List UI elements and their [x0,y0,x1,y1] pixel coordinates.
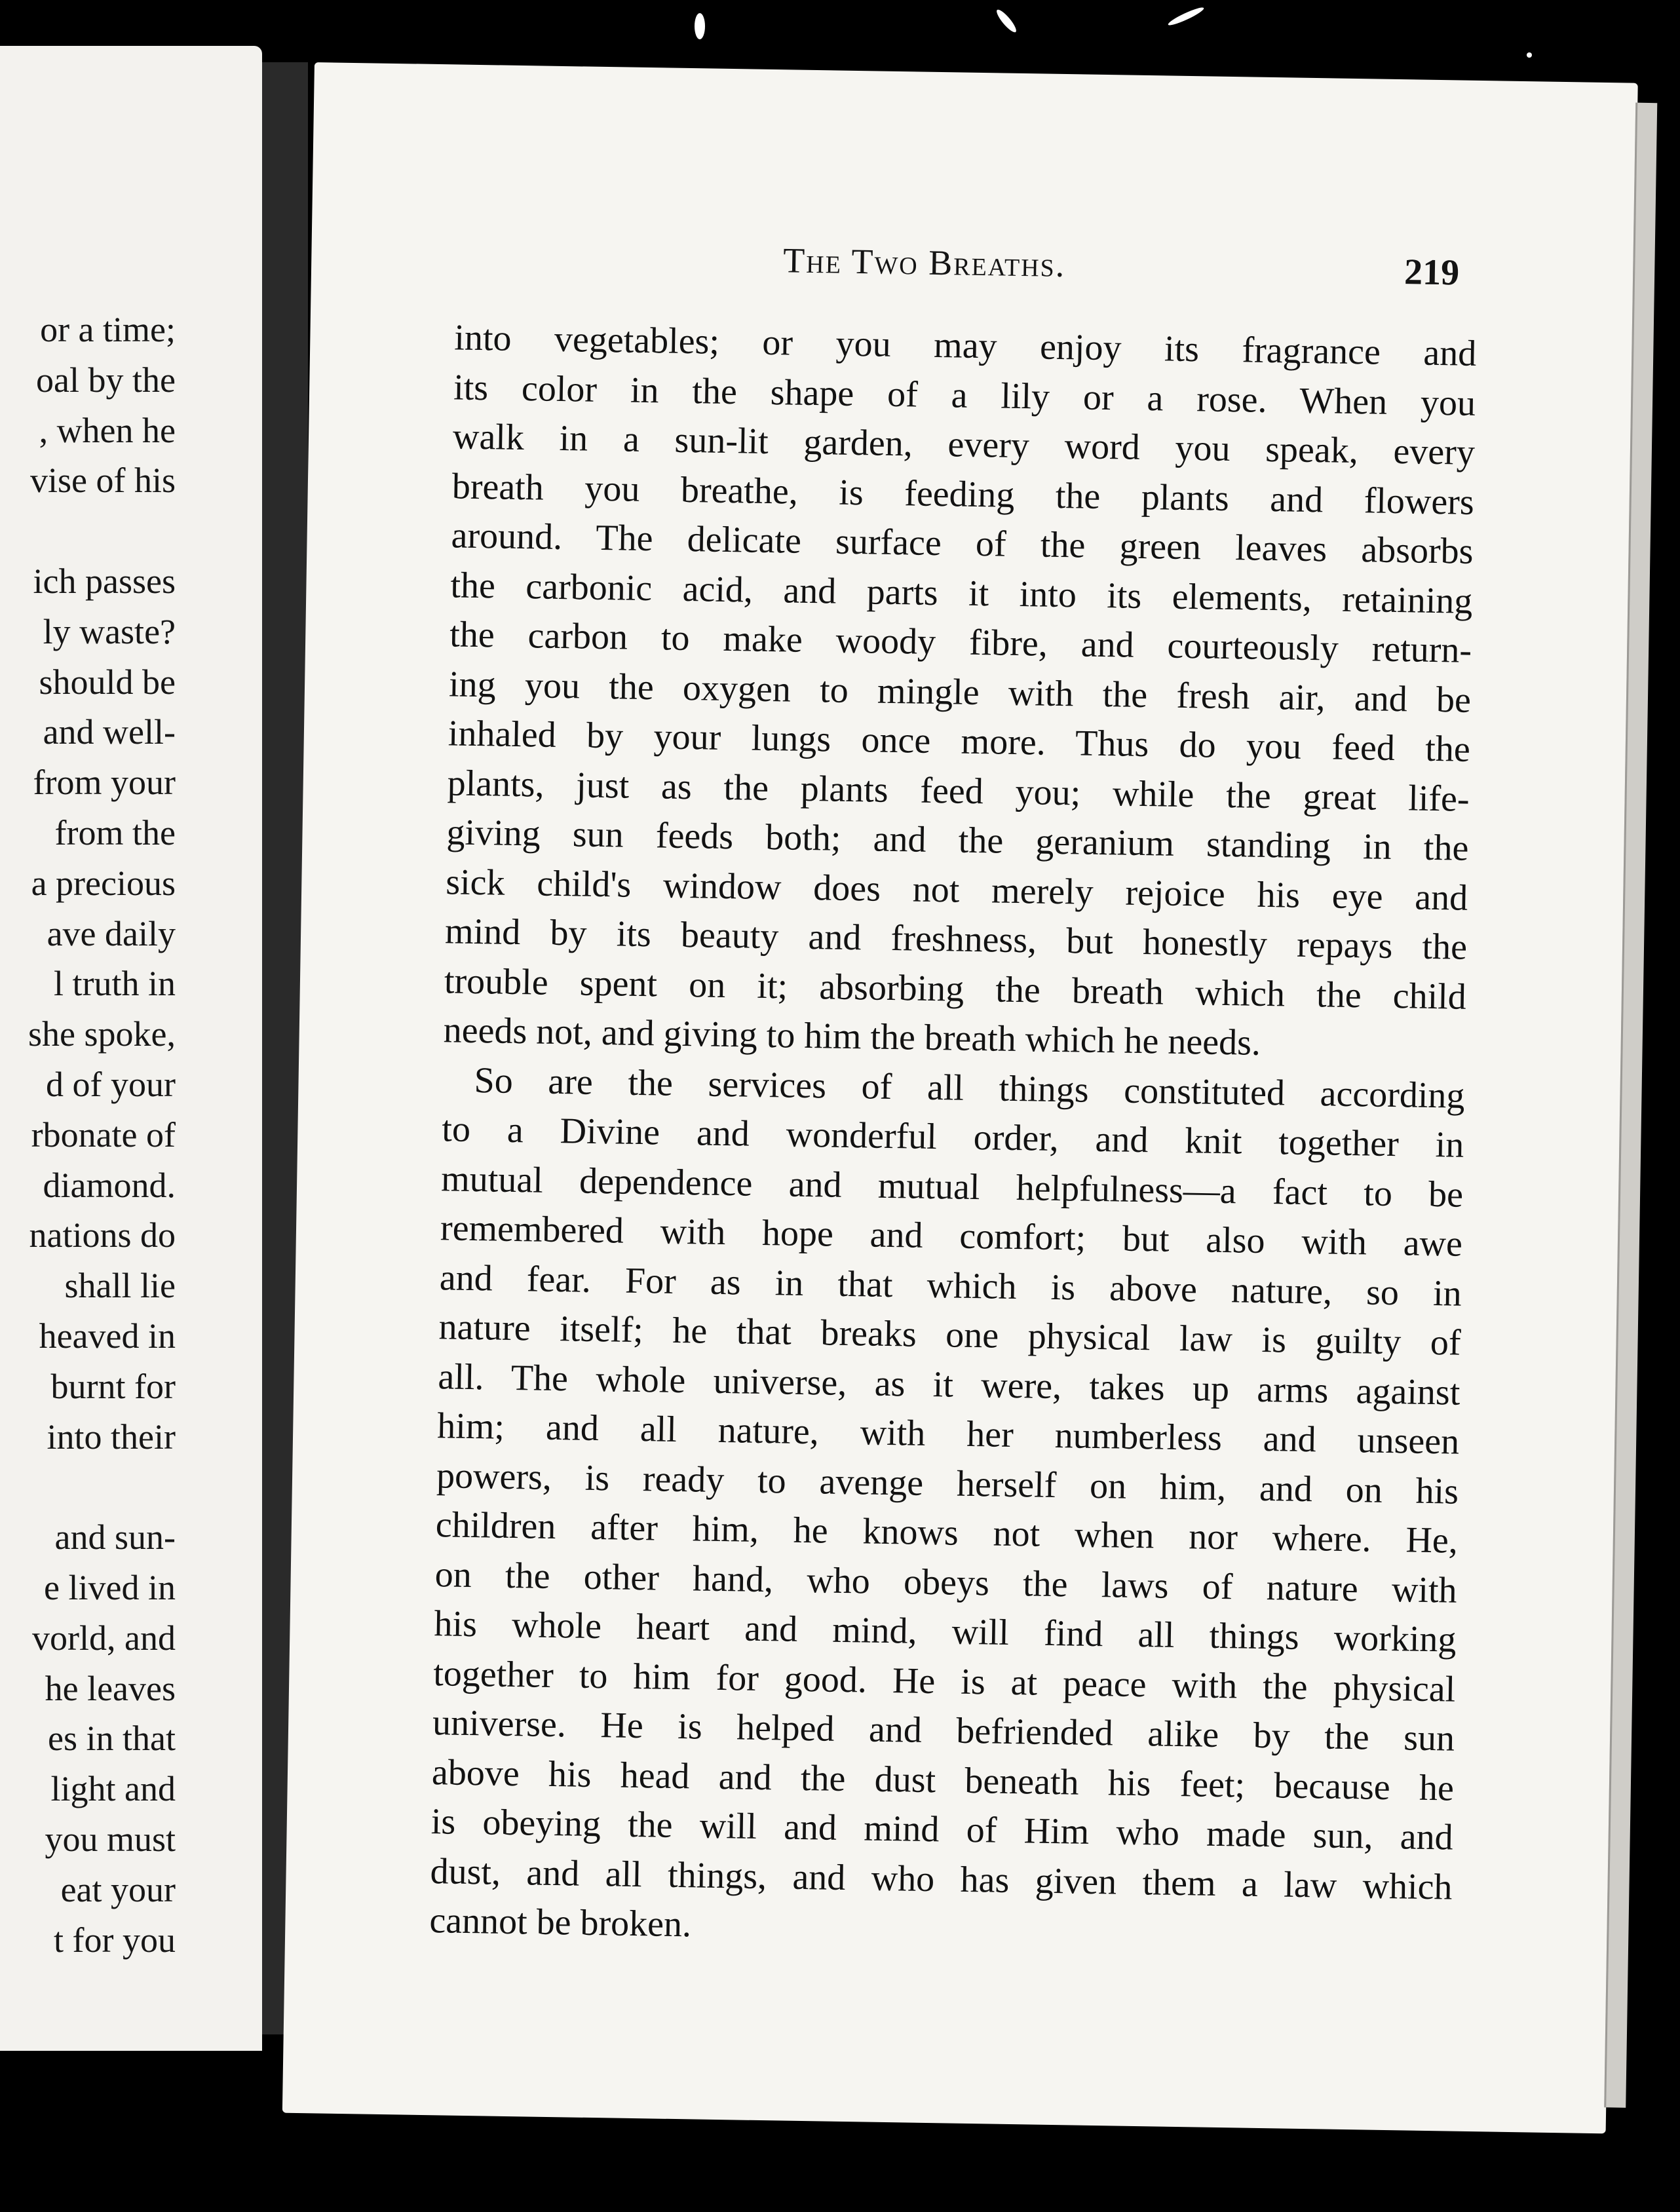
left-page-line: e lived in [44,1567,176,1607]
running-head: The Two Breaths. [782,240,1066,285]
left-page-line: nations do [29,1215,176,1255]
left-page-line: ave daily [47,913,176,953]
left-page-line: oal by the [36,360,176,400]
text-line-content: mutual dependence and mutual helpfulness—a fact to be [440,1158,1464,1215]
text-line-content: the carbonic acid, and parts it into its elements, retaining [450,564,1473,622]
text-line-content: So are the services of all things constituted according [474,1059,1465,1116]
left-page-line: d of your [46,1064,176,1104]
left-page-line: diamond. [43,1165,176,1205]
text-line-content: plants, just as the plants feed you; while the great life- [447,762,1470,820]
text-line-content: giving sun feeds both; and the geranium standing in the [446,812,1469,869]
text-line-content: universe. He is helped and befriended alike by the sun [432,1702,1455,1759]
left-page-line: rbonate of [31,1115,176,1154]
left-page-line: you must [45,1819,176,1859]
text-line-content: all. The whole universe, as it were, takes up arms against [438,1356,1460,1413]
page-edge [1604,103,1657,2108]
left-page-line [0,506,176,556]
left-page-line: vorld, and [32,1618,176,1658]
left-page-line [0,1462,176,1512]
text-line-content: him; and all nature, with her numberless and unseen [436,1405,1460,1462]
left-page-line: eat your [60,1869,176,1909]
left-page-line: she spoke, [28,1014,176,1054]
text-line-content: cannot be broken. [429,1900,692,1945]
left-page-line: ly waste? [43,611,176,651]
left-page-line: into their [47,1417,176,1457]
text-line-content: nature itself; he that breaks one physical law is guilty of [438,1306,1461,1363]
left-page-line: vise of his [30,461,176,501]
text-line-content: together to him for good. He is at peace with the physical [432,1652,1456,1710]
left-page-line: from your [33,763,176,803]
text-line-content: inhaled by your lungs once more. Thus do you feed the [448,713,1471,770]
text-line-content: needs not, and giving to him the breath which he needs. [443,1010,1261,1063]
text-line-content: powers, is ready to avenge herself on him, and on his [436,1455,1459,1512]
text-line-content: above his head and the dust beneath his feet; because he [431,1751,1455,1809]
left-page-line: , when he [39,410,176,450]
text-line-content: walk in a sun-lit garden, every word you speak, every [452,416,1476,473]
scan-speck [1167,5,1206,28]
text-line-content: the carbon to make woody fibre, and courteously return- [449,614,1472,671]
left-page-line: from the [54,812,176,852]
text-line-content: around. The delicate surface of the green leaves absorbs [451,515,1474,572]
text-line-content: is obeying the will and mind of Him who made sun, and [430,1801,1454,1858]
left-page-line: ich passes [33,561,176,601]
text-line-content: sick child's window does not merely rejoice his eye and [445,861,1468,919]
right-page [282,62,1638,2133]
text-line-content: its color in the shape of a lily or a rose. When you [453,366,1476,424]
text-line-content: to a Divine and wonderful order, and knit together in [441,1109,1464,1166]
text-line-content: ing you the oxygen to mingle with the fresh air, and be [448,663,1472,721]
text-line-content: breath you breathe, is feeding the plants and flowers [451,465,1475,523]
left-page-line: light and [50,1769,176,1809]
left-page-line: or a time; [40,310,176,349]
left-page-line: he leaves [45,1668,176,1708]
left-page-line: t for you [54,1920,176,1960]
text-line-content: and fear. For as in that which is above nature, so in [439,1257,1462,1314]
text-line-content: into vegetables; or you may enjoy its fragrance and [453,317,1477,374]
left-page-line: burnt for [50,1366,176,1406]
page-number: 219 [1403,252,1460,294]
left-page-line: should be [39,662,176,702]
text-line-content: trouble spent on it; absorbing the breath which the child [444,960,1467,1018]
text-line-content: on the other hand, who obeys the laws of nature with [434,1554,1458,1611]
text-line-content: dust, and all things, and who has given them a law which [430,1850,1453,1908]
left-page-text [0,305,176,1965]
left-page-line: and sun- [54,1517,176,1557]
body-text [429,313,1477,1962]
text-line-content: mind by its beauty and freshness, but honestly repays the [444,911,1468,968]
scan-speck [1527,52,1532,58]
left-page-line: and well- [43,712,176,752]
left-page-line: l truth in [54,964,176,1004]
left-page-line: heaved in [39,1316,176,1356]
text-line-content: his whole heart and mind, will find all things working [434,1603,1457,1660]
text-line-content: children after him, he knows not when nor where. He, [435,1504,1459,1561]
left-page-line: a precious [31,863,176,903]
scan-speck [994,7,1018,34]
left-page [0,46,262,2051]
scan-speck [695,13,705,39]
left-page-line: shall lie [64,1266,176,1306]
left-page-line: es in that [48,1719,176,1759]
text-line-content: remembered with hope and comfort; but also with awe [440,1208,1463,1265]
